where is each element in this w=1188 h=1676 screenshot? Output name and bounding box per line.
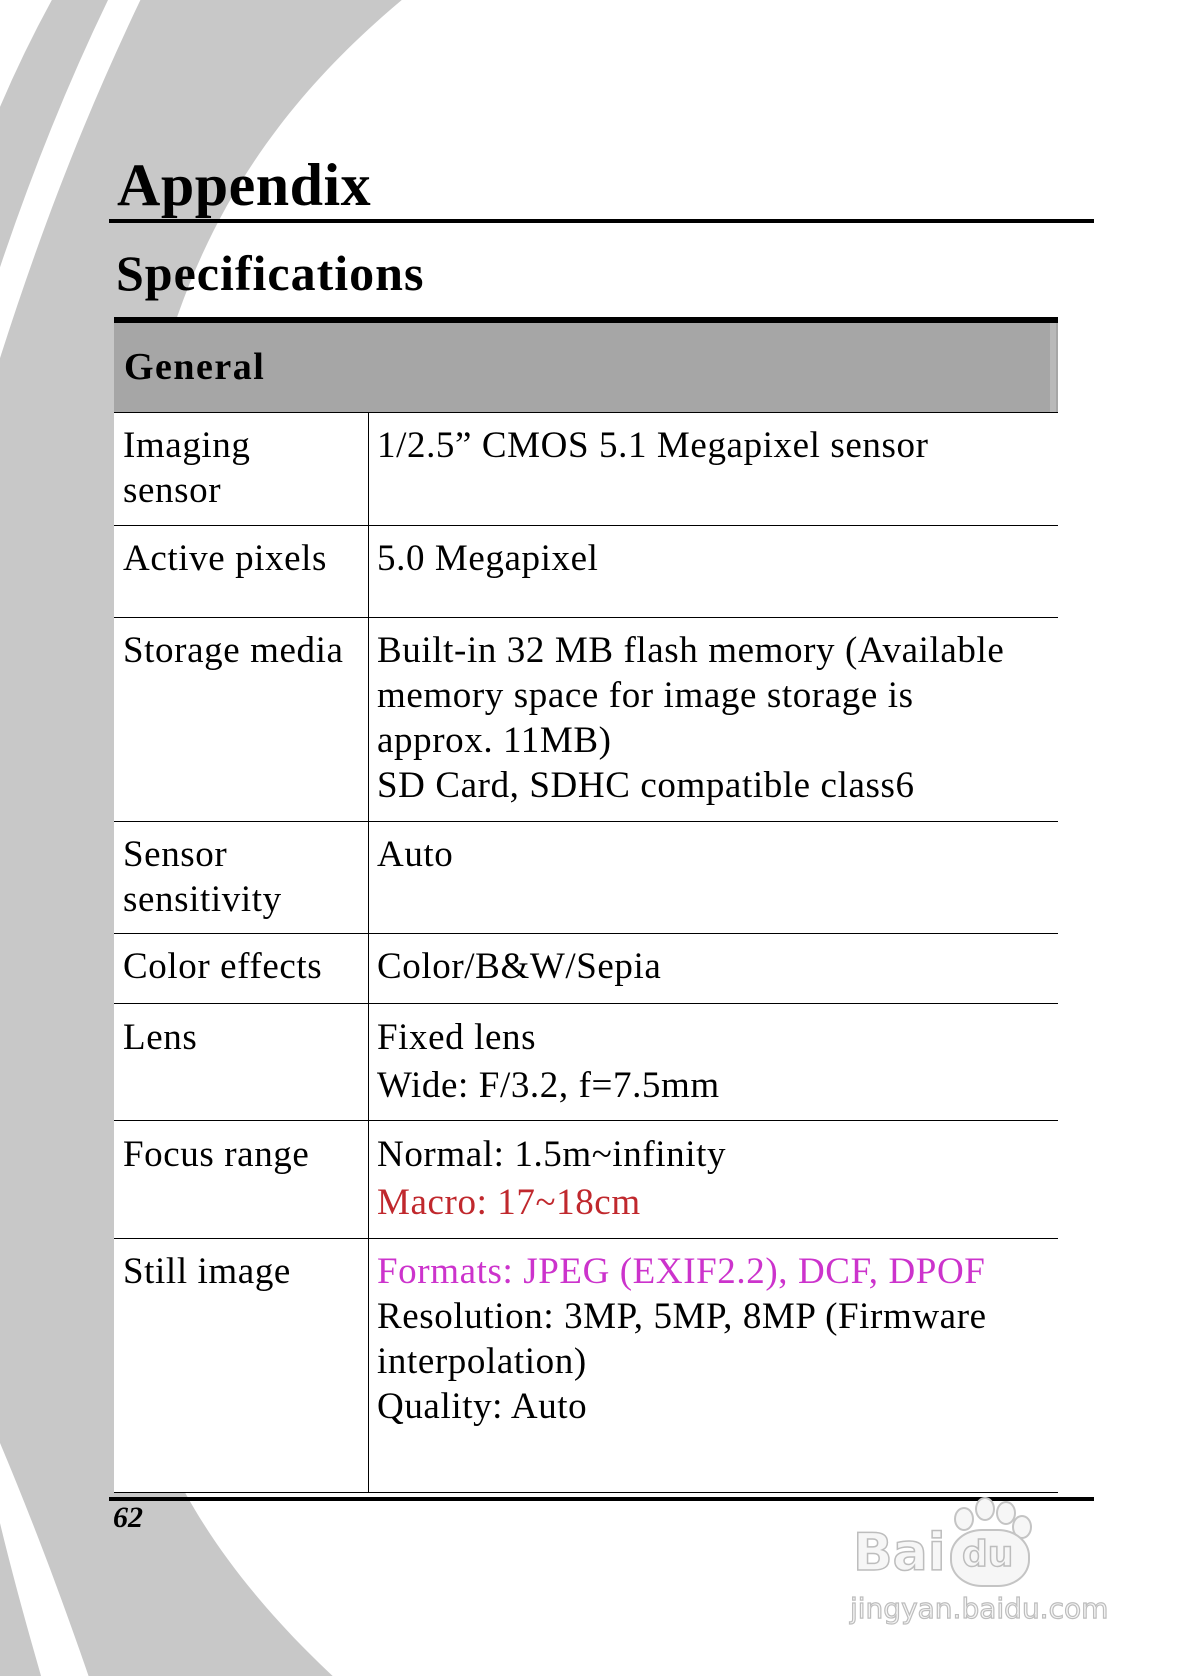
paw-toe [975,1497,995,1521]
table-header-edge [1050,323,1056,412]
spec-label-cell [114,934,369,1003]
spec-value-line: memory space for image storage is [377,675,914,716]
spec-value-cell [369,526,1058,617]
spec-row-lens [114,1004,1058,1121]
page-title: Appendix [117,152,372,218]
spec-value-cell [369,934,1058,1003]
spec-label-cell [114,822,369,933]
spec-value-line: Auto [377,834,454,875]
spec-value-line: Wide: F/3.2, f=7.5mm [377,1065,720,1106]
spec-value-line: 1/2.5” CMOS 5.1 Megapixel sensor [377,425,929,466]
spec-value-line: Color/B&W/Sepia [377,946,662,987]
spec-value-line: Resolution: 3MP, 5MP, 8MP (Firmware [377,1296,987,1337]
title-rule [109,219,1094,223]
spec-label: Color effects [123,946,323,987]
spec-value-line-highlighted: Formats: JPEG (EXIF2.2), DCF, DPOF [377,1251,986,1292]
spec-row-focus-range [114,1121,1058,1239]
spec-value-line: Quality: Auto [377,1386,588,1427]
baidu-jingyan-watermark [850,1497,1150,1637]
spec-label: Active pixels [123,538,328,579]
spec-label-cell [114,1004,369,1120]
paw-toe [954,1507,974,1531]
page-number: 62 [113,1501,143,1534]
spec-value-line: SD Card, SDHC compatible class6 [377,765,915,806]
spec-label-cell [114,526,369,617]
spec-value-line: Fixed lens [377,1017,537,1058]
table-header [114,323,1058,413]
spec-value-line: Normal: 1.5m~infinity [377,1134,727,1175]
spec-value-cell [369,1121,1058,1238]
spec-value-cell [369,822,1058,933]
section-title: Specifications [116,245,425,301]
spec-value-cell [369,1239,1058,1492]
spec-row-still-image [114,1239,1058,1493]
specifications-table [114,317,1058,1493]
spec-label: Storage media [123,630,344,671]
spec-label: Sensor [123,834,228,875]
spec-label: Lens [123,1017,198,1058]
spec-label: Imaging [123,425,251,466]
paw-icon [948,1497,1032,1587]
spec-value-line: 5.0 Megapixel [377,538,599,579]
spec-row-sensor-sensitivity [114,822,1058,934]
spec-value-line: approx. 11MB) [377,720,612,761]
spec-row-color-effects [114,934,1058,1004]
spec-value-cell [369,1004,1058,1120]
watermark-brand-text: du [962,1534,1014,1575]
spec-label-cell [114,618,369,821]
spec-label-cell [114,1121,369,1238]
spec-label: sensitivity [123,879,282,920]
spec-row-storage-media [114,618,1058,822]
spec-label: sensor [123,470,222,511]
spec-label-cell [114,1239,369,1492]
spec-label-cell [114,413,369,525]
spec-value-cell [369,618,1058,821]
spec-row-imaging-sensor [114,413,1058,526]
spec-row-active-pixels [114,526,1058,618]
spec-value-line: interpolation) [377,1341,587,1382]
spec-label: Focus range [123,1134,310,1175]
spec-label: Still image [123,1251,291,1292]
table-header-label: General [124,346,266,388]
watermark-url: jingyan.baidu.com [850,1592,1109,1625]
spec-value-line-highlighted: Macro: 17~18cm [377,1182,641,1223]
watermark-brand-text: Bai [853,1523,946,1583]
spec-value-line: Built-in 32 MB flash memory (Available [377,630,1005,671]
spec-value-cell [369,413,1058,525]
